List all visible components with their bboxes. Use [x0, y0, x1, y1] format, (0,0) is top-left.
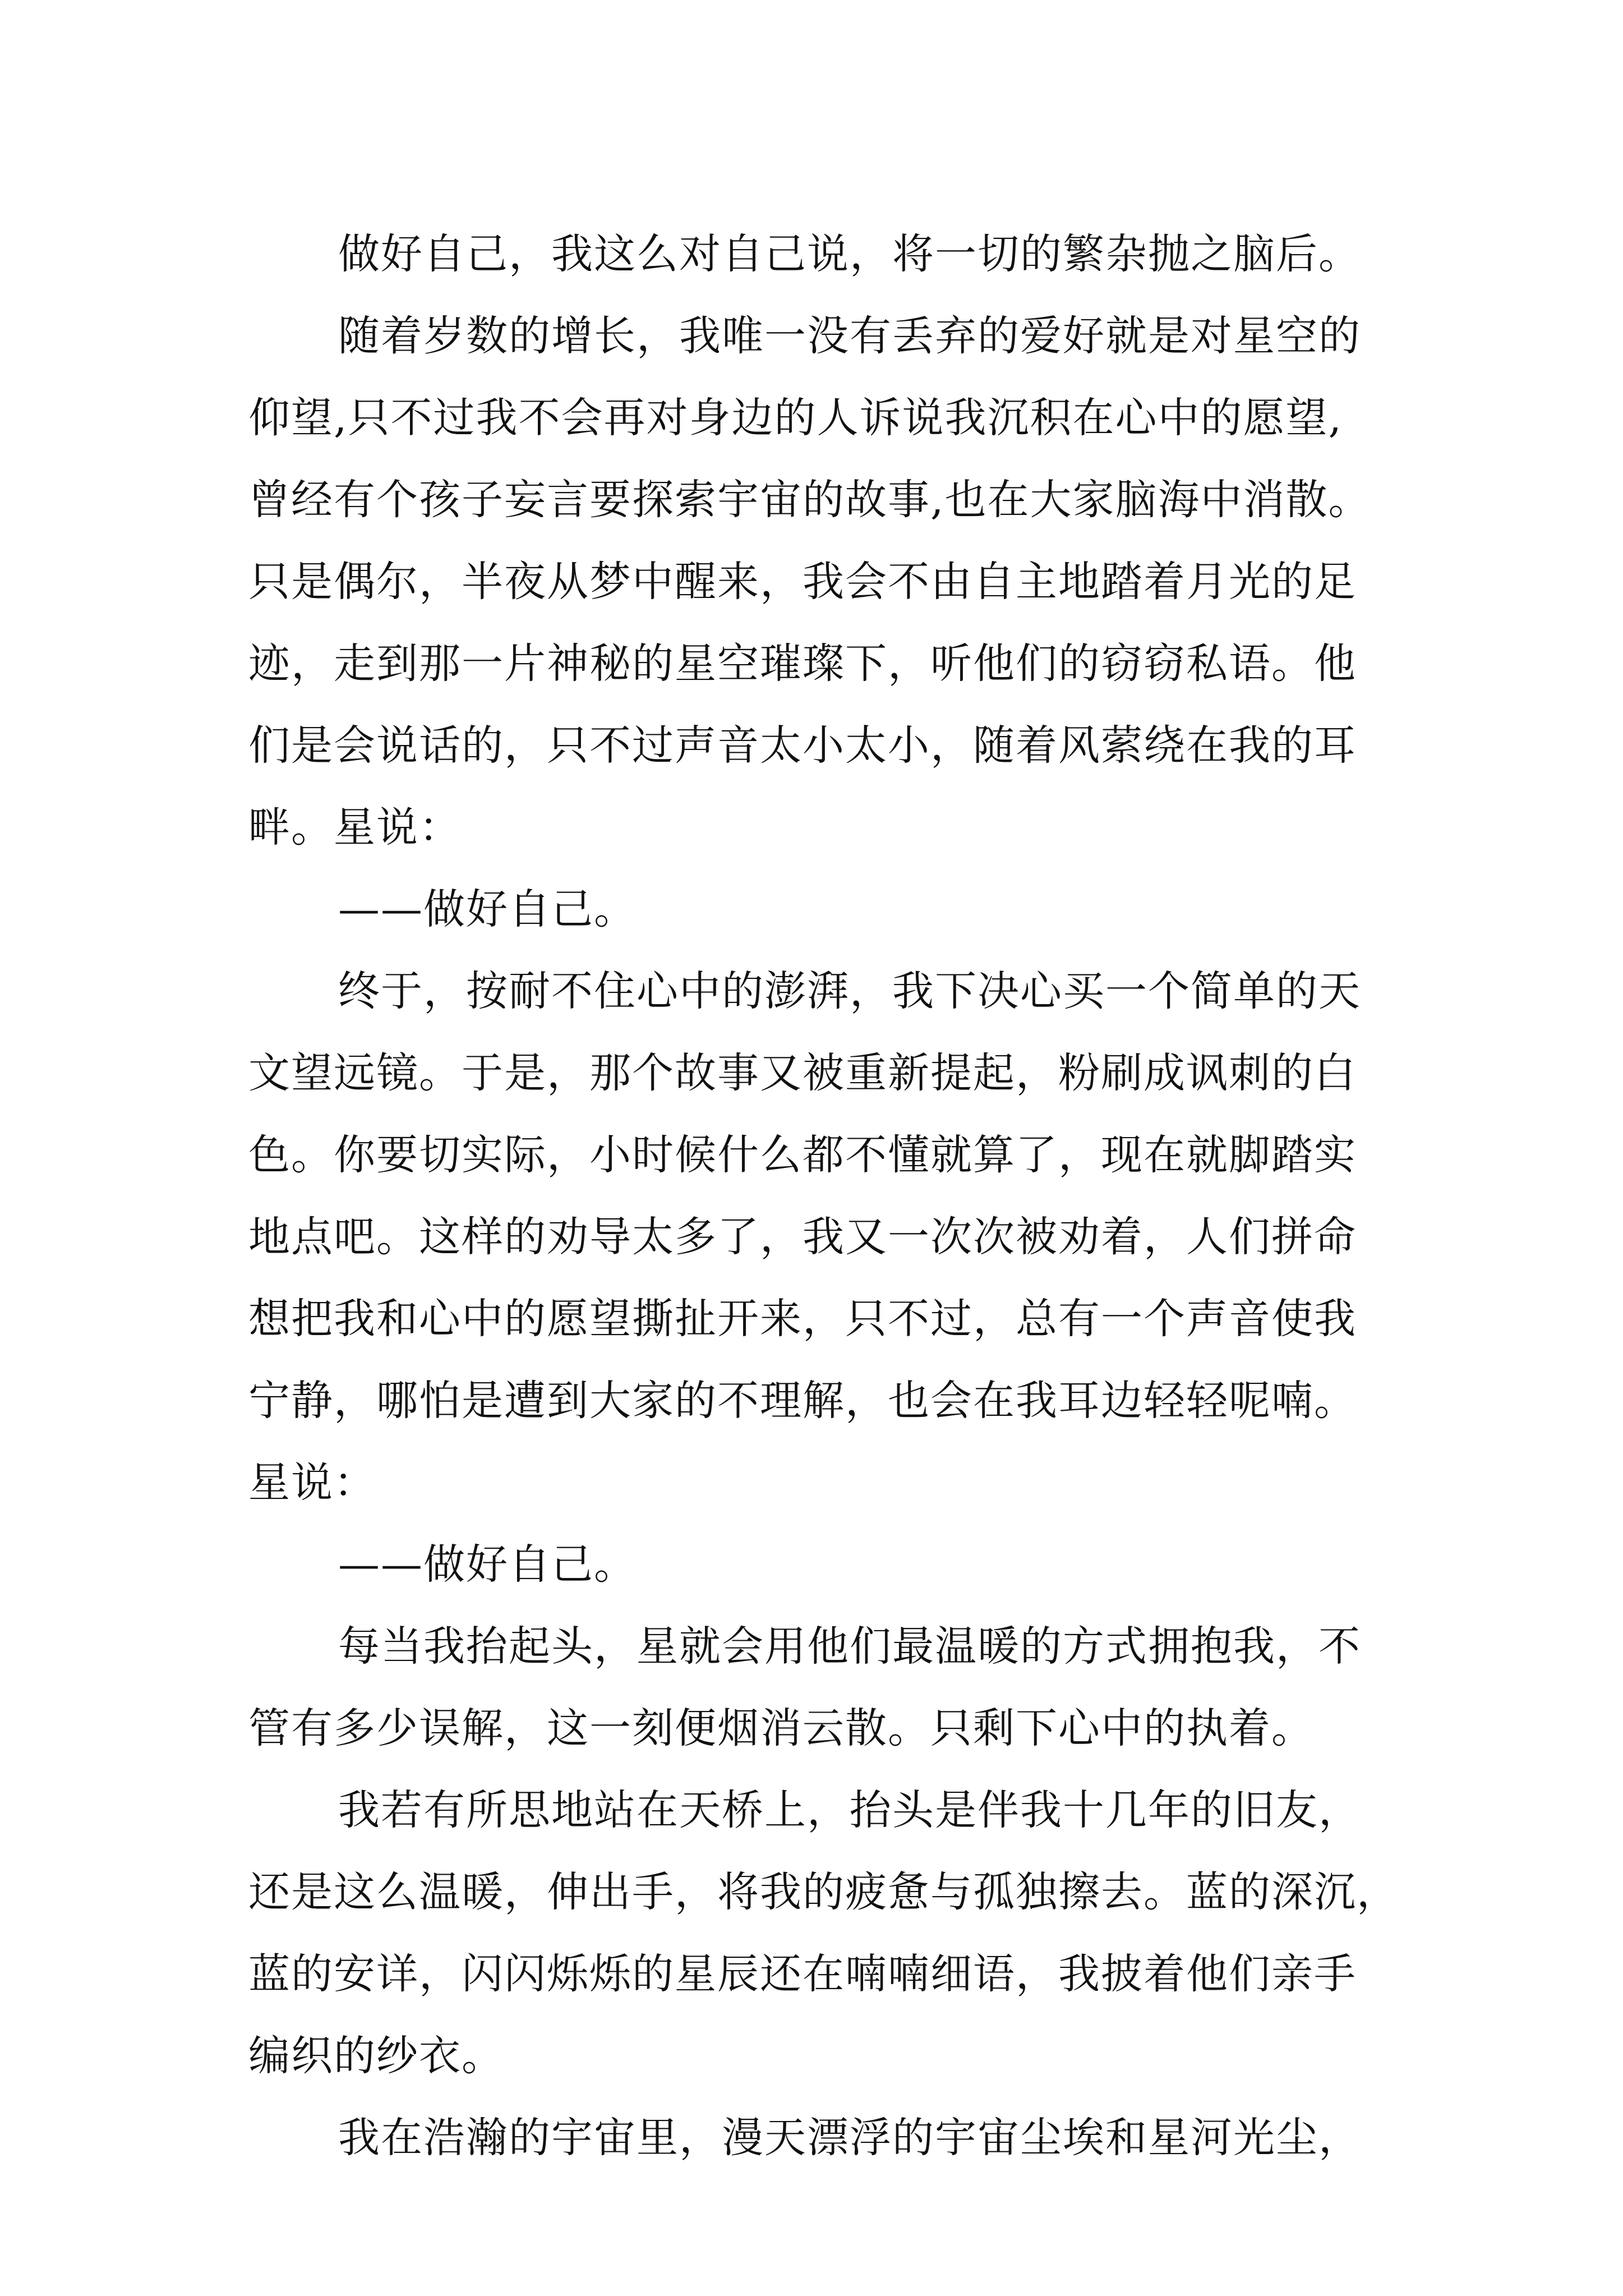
paragraph-line: 色。你要切实际，小时候什么都不懂就算了，现在就脚踏实: [248, 1131, 1357, 1179]
paragraph-line: 畔。星说：: [248, 803, 462, 852]
paragraph-line: 只是偶尔，半夜从梦中醒来，我会不由自主地踏着月光的足: [248, 558, 1357, 606]
paragraph-line: 还是这么温暖，伸出手，将我的疲惫与孤独擦去。蓝的深沉，: [248, 1868, 1399, 1916]
paragraph-line: 每当我抬起头，星就会用他们最温暖的方式拥抱我，不: [338, 1622, 1361, 1671]
paragraph-line: 蓝的安详，闪闪烁烁的星辰还在喃喃细语，我披着他们亲手: [248, 1950, 1357, 1998]
paragraph-line: 们是会说话的，只不过声音太小太小，随着风萦绕在我的耳: [248, 721, 1357, 770]
paragraph-line: 文望远镜。于是，那个故事又被重新提起，粉刷成讽刺的白: [248, 1049, 1357, 1097]
paragraph-line: 做好自己，我这么对自己说，将一切的繁杂抛之脑后。: [338, 230, 1361, 278]
paragraph-line: 仰望,只不过我不会再对身边的人诉说我沉积在心中的愿望,: [248, 394, 1343, 442]
paragraph-line: ——做好自己。: [338, 885, 637, 933]
paragraph-line: 我若有所思地站在天桥上，抬头是伴我十几年的旧友，: [338, 1786, 1361, 1834]
paragraph-line: ——做好自己。: [338, 1540, 637, 1589]
paragraph-line: 曾经有个孩子妄言要探索宇宙的故事,也在大家脑海中消散。: [248, 476, 1371, 524]
paragraph-line: 我在浩瀚的宇宙里，漫天漂浮的宇宙尘埃和星河光尘，: [338, 2114, 1361, 2162]
paragraph-line: 随着岁数的增长，我唯一没有丢弃的爱好就是对星空的: [338, 312, 1361, 360]
paragraph-line: 终于，按耐不住心中的澎湃，我下决心买一个简单的天: [338, 967, 1361, 1015]
paragraph-line: 星说：: [248, 1458, 376, 1507]
paragraph-line: 地点吧。这样的劝导太多了，我又一次次被劝着，人们拼命: [248, 1213, 1357, 1261]
body-text: [248, 213, 1432, 2179]
paragraph-line: 宁静，哪怕是遭到大家的不理解，也会在我耳边轻轻呢喃。: [248, 1377, 1357, 1425]
paragraph-line: 编织的纱衣。: [248, 2032, 504, 2080]
paragraph-line: 迹，走到那一片神秘的星空璀璨下，听他们的窃窃私语。他: [248, 639, 1357, 688]
paragraph-line: 管有多少误解，这一刻便烟消云散。只剩下心中的执着。: [248, 1704, 1314, 1752]
paragraph-line: 想把我和心中的愿望撕扯开来，只不过，总有一个声音使我: [248, 1295, 1357, 1343]
